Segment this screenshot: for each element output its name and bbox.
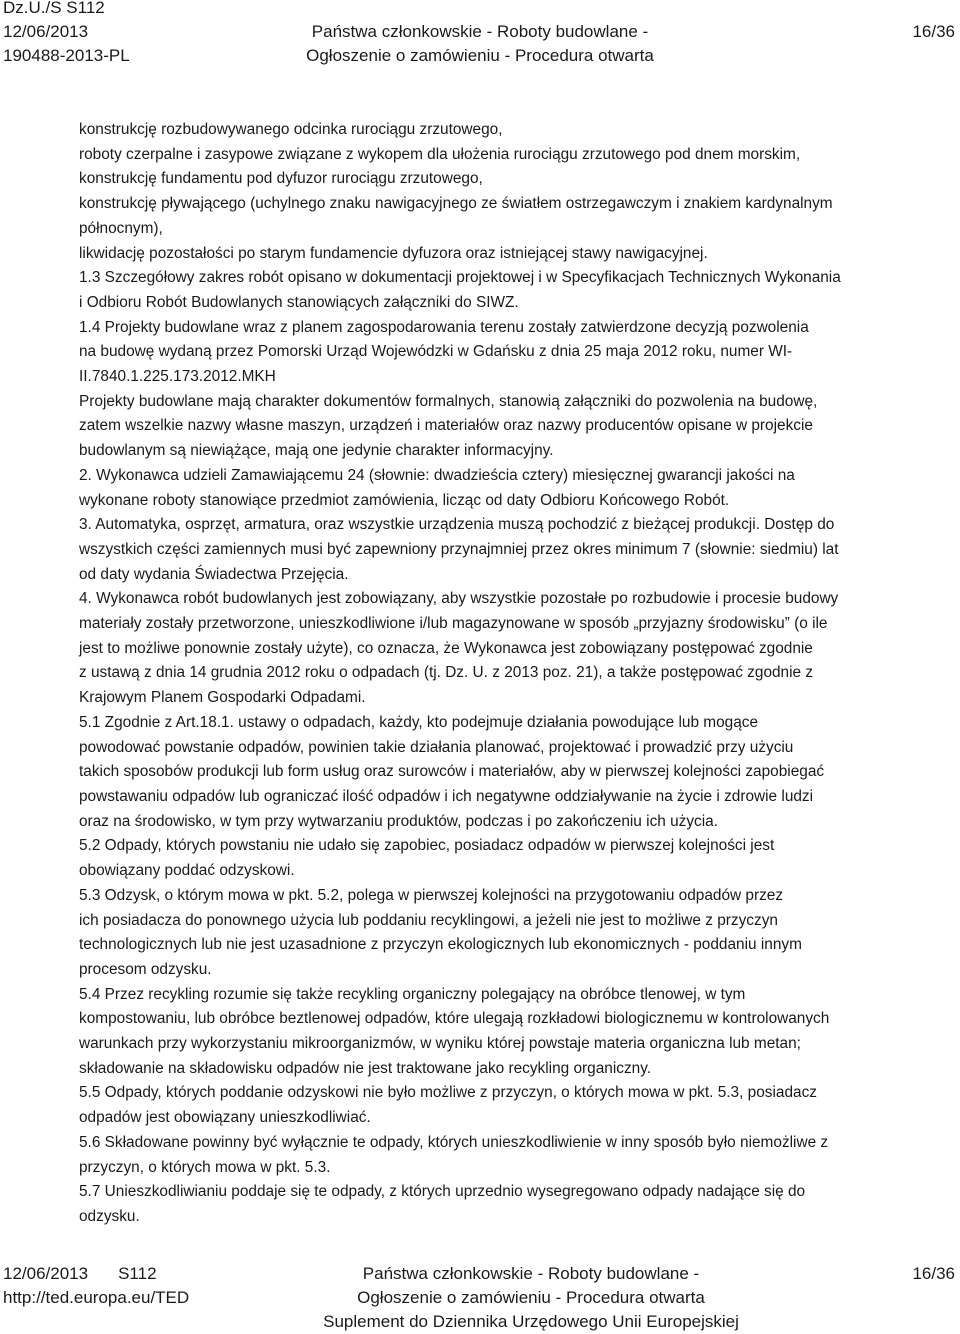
body-line: Projekty budowlane mają charakter dokumentów formalnych, stanowią załączniki do pozwolenia na budowę,	[79, 392, 818, 410]
footer-title-line-2: Ogłoszenie o zamówieniu - Procedura otwarta	[357, 1288, 705, 1307]
body-line: odzysku.	[79, 1207, 140, 1225]
body-line: składowanie na składowisku odpadów nie jest traktowane jako recykling organiczny.	[79, 1059, 652, 1077]
body-line: 1.3 Szczegółowy zakres robót opisano w dokumentacji projektowej i w Specyfikacjach Technicznych Wykonania	[79, 269, 841, 287]
body-line: konstrukcję rozbudowywanego odcinka rurociągu zrzutowego,	[79, 121, 503, 138]
body-line: powodować powstanie odpadów, powinien takie działania planować, projektować i prowadzić przy użyciu	[79, 738, 794, 756]
body-line: północnym),	[79, 219, 163, 237]
body-line: 5.6 Składowane powinny być wyłącznie te odpady, których unieszkodliwienie w inny sposób było niemożliwe z	[79, 1133, 829, 1151]
body-line: na budowę wydaną przez Pomorski Urząd Wojewódzki w Gdańsku z dnia 25 maja 2012 roku, numer WI-	[79, 343, 793, 361]
body-line: technologicznych lub nie jest uzasadnione z przyczyn ekologicznych lub ekonomicznych - poddaniu innym	[79, 936, 802, 954]
body-line: odpadów jest obowiązany unieszkodliwiać.	[79, 1109, 371, 1127]
body-line: wykonane roboty stanowiące przedmiot zamówienia, licząc od daty Odbioru Końcowego Robót.	[79, 491, 730, 509]
header-title-line-2: Ogłoszenie o zamówieniu - Procedura otwarta	[306, 46, 654, 65]
body-line: budowlanym są niewiążące, mają one jedynie charakter informacyjny.	[79, 442, 554, 460]
body-line: roboty czerpalne i zasypowe związane z wykopem dla ułożenia rurociągu zrzutowego pod dnem morskim,	[79, 145, 801, 163]
body-line: konstrukcję fundamentu pod dyfuzor rurociągu zrzutowego,	[79, 170, 483, 188]
body-line: 4. Wykonawca robót budowlanych jest zobowiązany, aby wszystkie pozostałe po rozbudowie i procesie budowy	[79, 590, 839, 608]
body-line: Krajowym Planem Gospodarki Odpadami.	[79, 689, 366, 707]
body-line: zatem wszelkie nazwy własne maszyn, urządzeń i materiałów oraz nazwy producentów opisane w projekcie	[79, 417, 813, 435]
body-line: 5.1 Zgodnie z Art.18.1. ustawy o odpadach, każdy, kto podejmuje działania powodujące lub mogące	[79, 713, 759, 731]
journal-reference: Dz.U./S S112	[3, 0, 105, 17]
footer-date: 12/06/2013	[3, 1264, 89, 1283]
body-line: kompostowaniu, lub obróbce beztlenowej odpadów, które ulegają rozkładowi biologicznemu w kontrolowanych	[79, 1010, 830, 1028]
body-line: 5.5 Odpady, których poddanie odzyskowi nie było możliwe z przyczyn, o których mowa w pkt. 5.3, posiadacz	[79, 1084, 817, 1102]
notice-number: 190488-2013-PL	[3, 46, 130, 65]
body-line: wszystkich części zamiennych musi być zapewniony przynajmniej przez okres minimum 7 (słownie: siedmiu) lat	[79, 540, 839, 558]
body-line: powstawaniu odpadów lub ograniczać ilość odpadów i ich negatywne oddziaływanie na życie i zdrowie ludzi	[79, 787, 814, 805]
header-title-line-1: Państwa członkowskie - Roboty budowlane -	[311, 22, 649, 41]
body-line: warunkach przy wykorzystaniu mikroorganizmów, w wyniku której powstaje materia organiczna lub metan;	[79, 1035, 801, 1053]
footer-title-line-1: Państwa członkowskie - Roboty budowlane -	[362, 1264, 700, 1283]
footer-page-number: 16/36	[912, 1264, 955, 1283]
body-line: 3. Automatyka, osprzęt, armatura, oraz wszystkie urządzenia muszą pochodzić z bieżącej produkcji. Dostęp do	[79, 516, 835, 534]
body-line: 5.7 Unieszkodliwianiu poddaje się te odpady, z których uprzednio wysegregowano odpady nadające się do	[79, 1183, 806, 1201]
body-line: II.7840.1.225.173.2012.MKH	[79, 368, 276, 386]
body-line: przyczyn, o których mowa w pkt. 5.3.	[79, 1158, 331, 1176]
body-line: 5.2 Odpady, których powstaniu nie udało się zapobiec, posiadacz odpadów w pierwszej kolejności jest	[79, 837, 775, 855]
header-page-number: 16/36	[912, 22, 955, 41]
body-line: ich posiadacza do ponownego użycia lub poddaniu recyklingowi, a jeżeli nie jest to możliwe z przyczyn	[79, 911, 778, 929]
footer-url-link[interactable]: http://ted.europa.eu/TED	[3, 1288, 190, 1307]
body-line: i Odbioru Robót Budowlanych stanowiących załączniki do SIWZ.	[79, 293, 519, 311]
body-line: 5.3 Odzysk, o którym mowa w pkt. 5.2, polega w pierwszej kolejności na przygotowaniu odpadów przez	[79, 886, 784, 904]
footer-supplement: Suplement do Dziennika Urzędowego Unii Europejskiej	[323, 1312, 739, 1331]
document-body	[79, 118, 955, 1230]
body-line: konstrukcję pływającego (uchylnego znaku nawigacyjnego ze światłem ostrzegawczym i znakiem kardynalnym	[79, 195, 833, 213]
body-line: z ustawą z dnia 14 grudnia 2012 roku o odpadach (tj. Dz. U. z 2013 poz. 21), a także postępować zgodnie z	[79, 664, 814, 682]
body-line: obowiązany poddać odzyskowi.	[79, 862, 295, 880]
body-line: 5.4 Przez recykling rozumie się także recykling organiczny polegający na obróbce tlenowej, w tym	[79, 985, 746, 1003]
footer-center	[0, 1262, 960, 1334]
body-line: procesom odzysku.	[79, 960, 212, 978]
footer-series: S112	[118, 1264, 157, 1283]
body-line: 2. Wykonawca udzieli Zamawiającemu 24 (słownie: dwadzieścia cztery) miesięcznej gwarancji jakości na	[79, 466, 795, 484]
body-line: oraz na środowisko, w tym przy wytwarzaniu produktów, podczas i po zakończeniu ich użycia.	[79, 812, 718, 830]
body-line: takich sposobów produkcji lub form usług oraz surowców i materiałów, aby w pierwszej kolejności zapobiegać	[79, 763, 825, 781]
header-center	[0, 0, 960, 68]
body-line: od daty wydania Świadectwa Przejęcia.	[79, 565, 349, 583]
header-date: 12/06/2013	[3, 22, 89, 41]
body-line: materiały zostały przetworzone, unieszkodliwione i/lub magazynowane w sposób „przyjazny środowisku” (o ile	[79, 615, 828, 633]
body-line: jest to możliwe ponownie zostały użyte), co oznacza, że Wykonawca jest zobowiązany postępować zgodnie	[79, 639, 813, 657]
body-line: likwidację pozostałości po starym fundamencie dyfuzora oraz istniejącej stawy nawigacyjnej.	[79, 244, 708, 262]
body-line: 1.4 Projekty budowlane wraz z planem zagospodarowania terenu zostały zatwierdzone decyzją pozwolenia	[79, 318, 809, 336]
